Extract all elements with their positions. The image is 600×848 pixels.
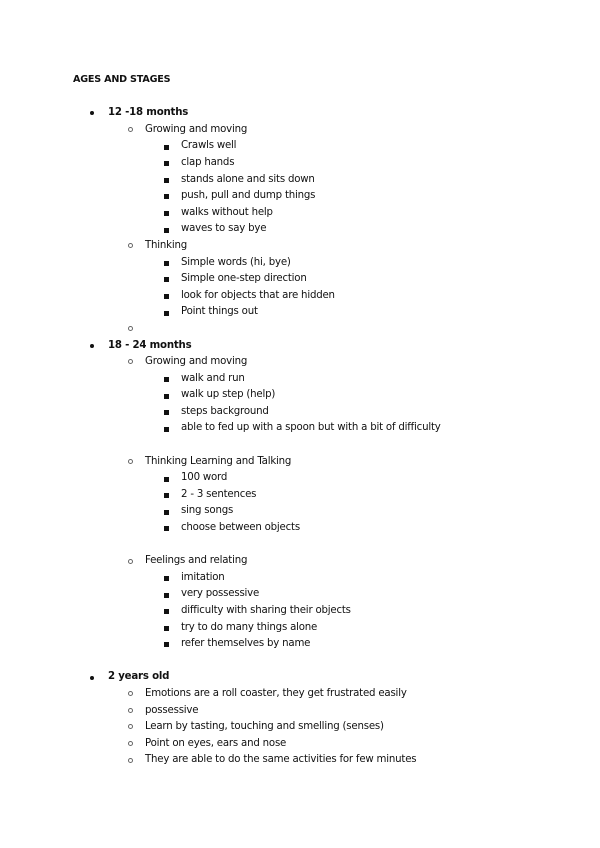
list-item-text: Emotions are a roll coaster, they get frustrated easily	[145, 687, 407, 699]
list-item-text: imitation	[181, 571, 225, 583]
list-item-text: They are able to do the same activities for few minutes	[145, 754, 417, 766]
list-item-text: waves to say bye	[181, 223, 267, 235]
list-item-text: walk and run	[181, 372, 245, 384]
bullet-circle-icon	[128, 741, 133, 746]
list-item-text: Crawls well	[181, 140, 237, 152]
list-item	[0, 586, 600, 603]
subheading-item	[0, 719, 600, 736]
list-item-text: Learn by tasting, touching and smelling (senses)	[145, 721, 384, 733]
bullet-square-icon	[164, 228, 169, 233]
bullet-circle-icon	[128, 691, 133, 696]
bullet-circle-icon	[128, 708, 133, 713]
list-item-text: 12 -18 months	[108, 107, 189, 119]
list-item-text: Feelings and relating	[145, 555, 248, 567]
bullet-square-icon	[164, 642, 169, 647]
list-item	[0, 205, 600, 222]
list-item-text: 18 - 24 months	[108, 339, 192, 351]
list-item-text: steps background	[181, 405, 269, 417]
bullet-circle-icon	[128, 127, 133, 132]
bullet-disc-icon	[90, 676, 94, 680]
document-title: AGES AND STAGES	[73, 74, 171, 85]
bullet-square-icon	[164, 510, 169, 515]
subheading-item	[0, 454, 600, 471]
bullet-square-icon	[164, 145, 169, 150]
subheading-item	[0, 238, 600, 255]
list-item-text: walk up step (help)	[181, 389, 276, 401]
list-item-text: sing songs	[181, 505, 234, 517]
bullet-square-icon	[164, 161, 169, 166]
bullet-square-icon	[164, 410, 169, 415]
bullet-square-icon	[164, 477, 169, 482]
list-item	[0, 304, 600, 321]
bullet-square-icon	[164, 593, 169, 598]
list-item-text: difficulty with sharing their objects	[181, 605, 351, 616]
bullet-square-icon	[164, 277, 169, 282]
bullet-circle-icon	[128, 559, 133, 564]
subheading-item	[0, 553, 600, 570]
bullet-square-icon	[164, 311, 169, 316]
list-item-text: push, pull and dump things	[181, 190, 316, 202]
list-item	[0, 620, 600, 637]
section-heading	[0, 338, 600, 355]
list-item-text: Growing and moving	[145, 123, 248, 135]
list-item-text: 2 years old	[108, 671, 170, 683]
bullet-square-icon	[164, 493, 169, 498]
list-item	[0, 603, 600, 620]
document-page	[0, 72, 600, 769]
list-item	[0, 420, 600, 437]
list-item	[0, 387, 600, 404]
bullet-square-icon	[164, 261, 169, 266]
list-item-text: clap hands	[181, 156, 235, 168]
subheading-item	[0, 752, 600, 769]
bullet-circle-icon	[128, 758, 133, 763]
section-heading	[0, 669, 600, 686]
list-item	[0, 172, 600, 189]
bullet-circle-icon	[128, 243, 133, 248]
bullet-square-icon	[164, 194, 169, 199]
section-heading	[0, 105, 600, 122]
list-item-text: walks without help	[181, 206, 273, 218]
list-item-text: 100 word	[181, 472, 228, 484]
list-item-text: Thinking	[145, 239, 188, 251]
bullet-square-icon	[164, 576, 169, 581]
list-item	[0, 188, 600, 205]
list-item-text: Simple one-step direction	[181, 273, 307, 285]
subheading-item	[0, 354, 600, 371]
list-item-text: very possessive	[181, 588, 260, 600]
bullet-circle-icon	[128, 359, 133, 364]
list-item	[0, 271, 600, 288]
outline-list	[0, 105, 600, 769]
bullet-disc-icon	[90, 344, 94, 348]
list-item	[0, 288, 600, 305]
list-item	[0, 503, 600, 520]
list-item	[0, 487, 600, 504]
list-item-text: Point on eyes, ears and nose	[145, 737, 287, 749]
bullet-square-icon	[164, 427, 169, 432]
subheading-item	[0, 122, 600, 139]
list-item-text: Thinking Learning and Talking	[145, 455, 292, 467]
list-item-text: Point things out	[181, 306, 258, 318]
list-item	[0, 520, 600, 537]
list-item-text: look for objects that are hidden	[181, 289, 335, 301]
list-item-text: try to do many things alone	[181, 621, 318, 633]
list-item	[0, 138, 600, 155]
list-item-text: stands alone and sits down	[181, 173, 315, 185]
bullet-circle-icon	[128, 326, 133, 331]
bullet-circle-icon	[128, 459, 133, 464]
subheading-item	[0, 703, 600, 720]
list-item	[0, 404, 600, 421]
list-item-text: able to fed up with a spoon but with a bit of difficulty	[181, 422, 441, 434]
bullet-square-icon	[164, 178, 169, 183]
bullet-square-icon	[164, 211, 169, 216]
bullet-square-icon	[164, 394, 169, 399]
bullet-square-icon	[164, 377, 169, 382]
list-item	[0, 570, 600, 587]
list-item-text: possessive	[145, 704, 199, 716]
subheading-item	[0, 736, 600, 753]
list-item	[0, 371, 600, 388]
list-item	[0, 470, 600, 487]
subheading-item	[0, 686, 600, 703]
bullet-square-icon	[164, 626, 169, 631]
bullet-circle-icon	[128, 724, 133, 729]
list-item	[0, 221, 600, 238]
list-item-text: refer themselves by name	[181, 638, 311, 650]
list-item-text: 2 - 3 sentences	[181, 488, 257, 500]
list-item-text: choose between objects	[181, 522, 300, 534]
list-item-text: Growing and moving	[145, 356, 248, 368]
list-item	[0, 255, 600, 272]
list-item	[0, 155, 600, 172]
bullet-square-icon	[164, 609, 169, 614]
subheading-item	[0, 321, 600, 338]
list-item-text: Simple words (hi, bye)	[181, 256, 291, 268]
bullet-square-icon	[164, 294, 169, 299]
bullet-square-icon	[164, 526, 169, 531]
bullet-disc-icon	[90, 111, 94, 115]
list-item	[0, 636, 600, 653]
